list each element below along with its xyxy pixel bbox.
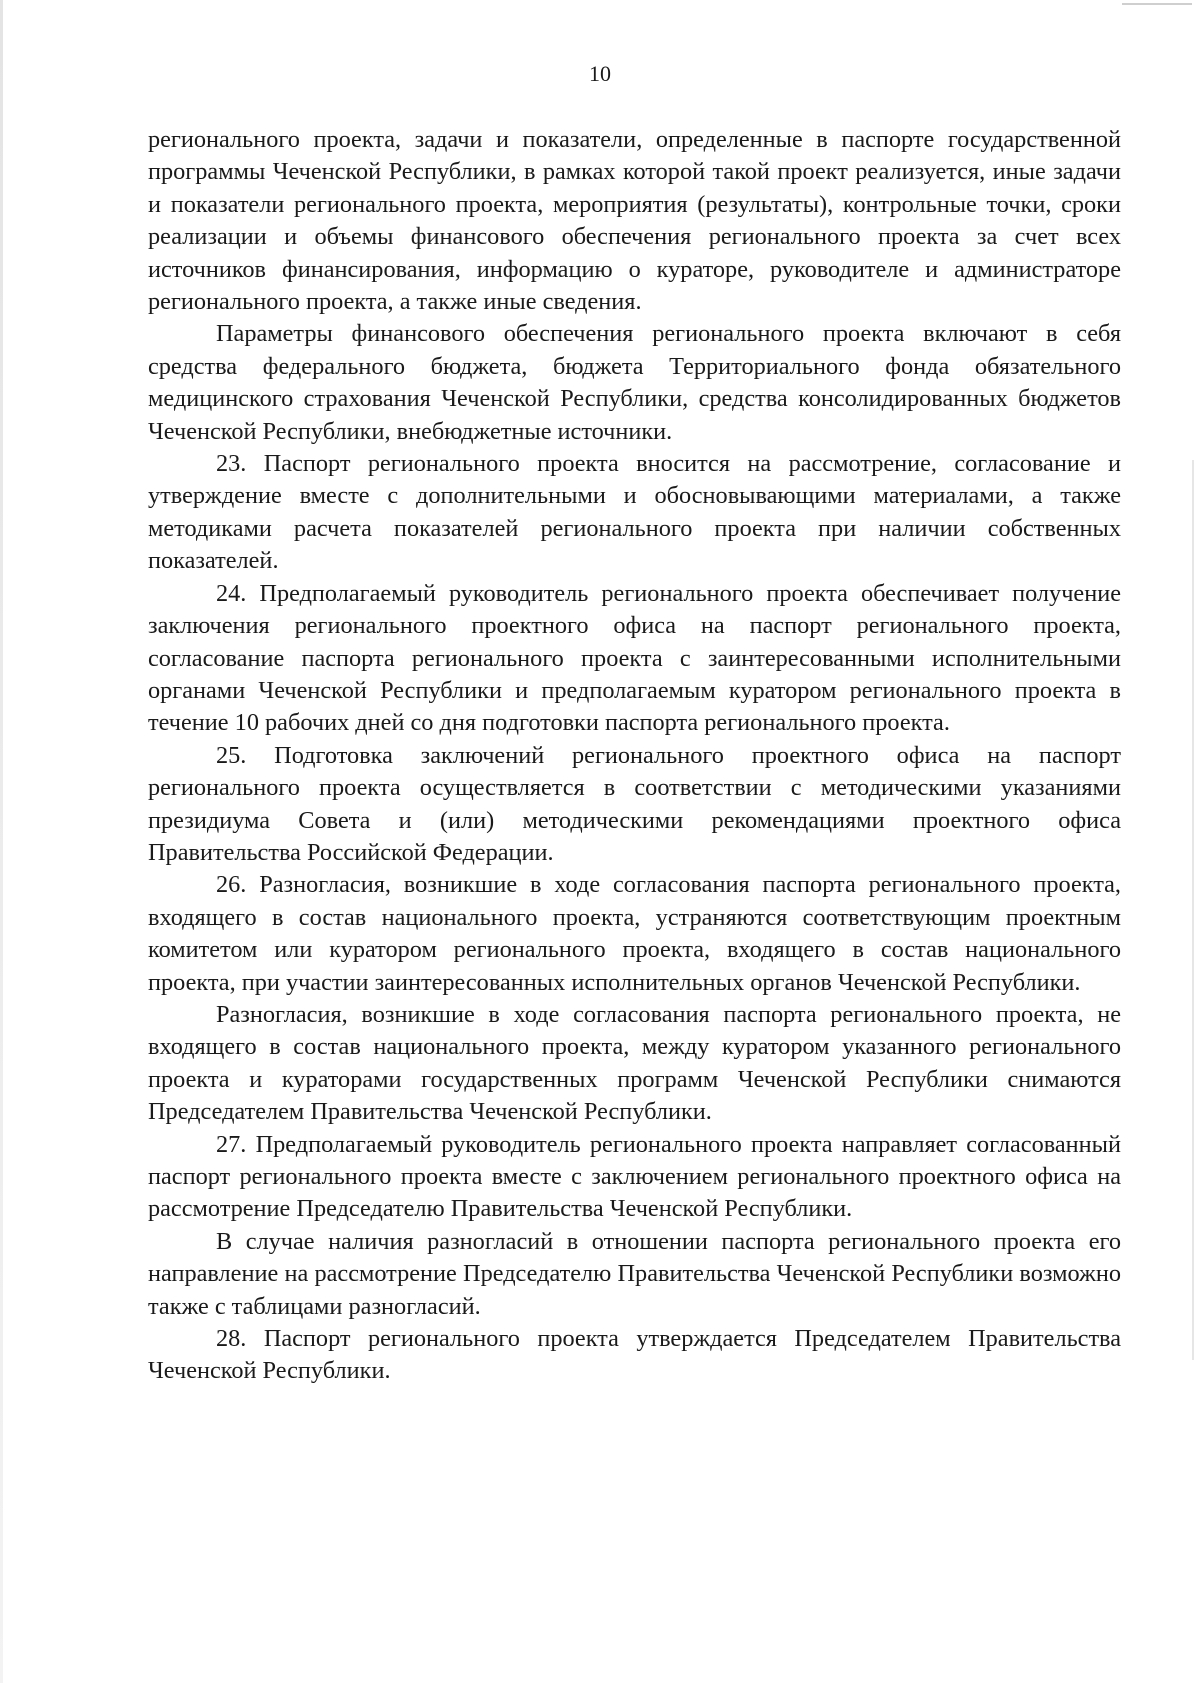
paragraph-disagreement-tables: В случае наличия разногласий в отношении паспорта регионального проекта его направление на рассмотрение Председателю Правительства Чеченской Республики возможно также с таблицами разногласий. <box>148 1227 1121 1320</box>
paragraph-item-24: 24. Предполагаемый руководитель регионального проекта обеспечивает получение заключения регионального проектного офиса на паспорт регионального проекта, согласование паспорта регионального проекта с заинтересованными исполнительными органами Чеченской Республики и предполагаемым куратором регионального проекта в течение 10 рабочих дней со дня подготовки паспорта регионального проекта. <box>148 579 1121 737</box>
paragraph-item-25: 25. Подготовка заключений регионального проектного офиса на паспорт регионального проекта осуществляется в соответствии с методическими указаниями президиума Совета и (или) методическими рекомендациями проектного офиса Правительства Российской Федерации. <box>148 741 1121 866</box>
paragraph-item-28: 28. Паспорт регионального проекта утверждается Председателем Правительства Чеченской Республики. <box>148 1325 1121 1385</box>
paragraph-item-27: 27. Предполагаемый руководитель регионального проекта направляет согласованный паспорт регионального проекта вместе с заключением регионального проектного офиса на рассмотрение Председателю Правительства Чеченской Республики. <box>148 1130 1121 1223</box>
paragraph-financing-parameters: Параметры финансового обеспечения регионального проекта включают в себя средства федерального бюджета, бюджета Территориального фонда обязательного медицинского страхования Чеченской Республики, средства консолидированных бюджетов Чеченской Республики, внебюджетные источники. <box>148 320 1121 445</box>
document-body <box>148 124 1121 1388</box>
paragraph-item-26: 26. Разногласия, возникшие в ходе согласования паспорта регионального проекта, входящего в состав национального проекта, устраняются соответствующим проектным комитетом или куратором регионального проекта, входящего в состав национального проекта, при участии заинтересованных исполнительных органов Чеченской Республики. <box>148 871 1121 996</box>
paragraph-intro-continuation: регионального проекта, задачи и показатели, определенные в паспорте государственной программы Чеченской Республики, в рамках которой такой проект реализуется, иные задачи и показатели регионального проекта, мероприятия (результаты), контрольные точки, сроки реализации и объемы финансового обеспечения регионального проекта за счет всех источников финансирования, информацию о кураторе, руководителе и администраторе регионального проекта, а также иные сведения. <box>148 126 1121 316</box>
scan-edge-right <box>1192 460 1194 1360</box>
scan-mark-top <box>1122 3 1192 5</box>
scan-edge-left <box>0 0 3 1683</box>
page-number: 10 <box>589 61 611 86</box>
paragraph-disagreements-non-national: Разногласия, возникшие в ходе согласования паспорта регионального проекта, не входящего в состав национального проекта, между куратором указанного регионального проекта и кураторами государственных программ Чеченской Республики снимаются Председателем Правительства Чеченской Республики. <box>148 1000 1121 1126</box>
paragraph-item-23: 23. Паспорт регионального проекта вносится на рассмотрение, согласование и утверждение вместе с дополнительными и обосновывающими материалами, а также методиками расчета показателей регионального проекта при наличии собственных показателей. <box>148 450 1121 575</box>
